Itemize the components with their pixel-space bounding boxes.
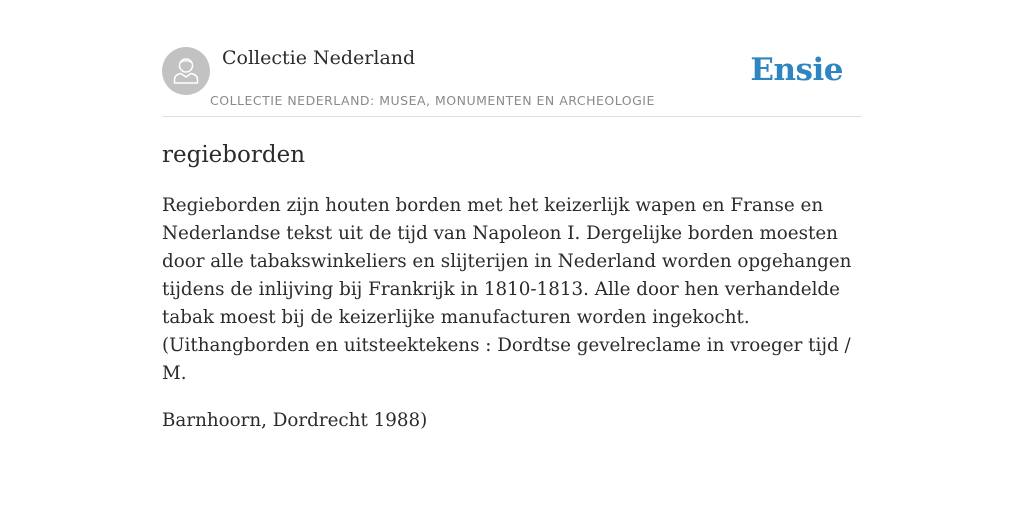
- content-container: [162, 0, 862, 431]
- article-body: [162, 192, 862, 435]
- article-paragraph: Barnhoorn, Dordrecht 1988): [162, 410, 428, 431]
- ensie-logo[interactable]: Ensie: [750, 52, 843, 88]
- author-name-link[interactable]: Collectie Nederland: [222, 47, 416, 69]
- article-paragraph: Regieborden zijn houten borden met het keizerlijk wapen en Franse en Nederlandse tekst uit de tijd van Napoleon I. Dergelijke borden moesten door alle tabakswinkeliers en slijterijen in Nederland worden opgehangen tijdens de inlijving bij Frankrijk in 1810-1813. Alle door hen verhandelde tabak moest bij de keizerlijke manufacturen worden ingekocht. (Uithangborden en uitsteektekens : Dordtse gevelreclame in vroeger tijd / M.: [162, 195, 852, 384]
- author-avatar[interactable]: [162, 47, 210, 95]
- author-subtitle: COLLECTIE NEDERLAND: MUSEA, MONUMENTEN EN ARCHEOLOGIE: [210, 93, 655, 108]
- header: [162, 0, 862, 117]
- article-title: regieborden: [162, 142, 306, 168]
- user-icon: [162, 47, 210, 95]
